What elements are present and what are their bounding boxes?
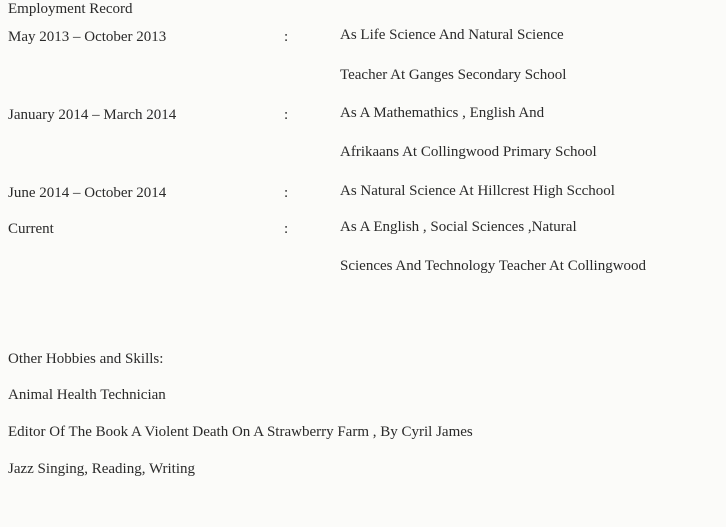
employment-description-line: As Natural Science At Hillcrest High Scchool: [340, 183, 615, 199]
employment-description-line: Teacher At Ganges Secondary School: [340, 67, 567, 83]
employment-description-line: Afrikaans At Collingwood Primary School: [340, 144, 597, 160]
employment-period: January 2014 – March 2014: [8, 107, 177, 123]
hobby-item: Animal Health Technician: [8, 387, 166, 403]
employment-description-line: As A Mathemathics , English And: [340, 105, 545, 121]
separator-colon: :: [284, 221, 289, 237]
employment-period: June 2014 – October 2014: [8, 185, 167, 201]
hobbies-heading: Other Hobbies and Skills:: [8, 351, 164, 367]
employment-description-line: As A English , Social Sciences ,Natural: [340, 219, 577, 235]
separator-colon: :: [284, 185, 289, 201]
hobby-item: Editor Of The Book A Violent Death On A Strawberry Farm , By Cyril James: [8, 424, 473, 440]
hobby-item: Jazz Singing, Reading, Writing: [8, 461, 196, 477]
employment-description-line: Sciences And Technology Teacher At Collingwood: [340, 258, 647, 274]
employment-period: Current: [8, 221, 54, 237]
section-heading: Employment Record: [8, 1, 133, 17]
separator-colon: :: [284, 107, 289, 123]
separator-colon: :: [284, 29, 289, 45]
employment-description-line: As Life Science And Natural Science: [340, 27, 564, 43]
employment-period: May 2013 – October 2013: [8, 29, 167, 45]
